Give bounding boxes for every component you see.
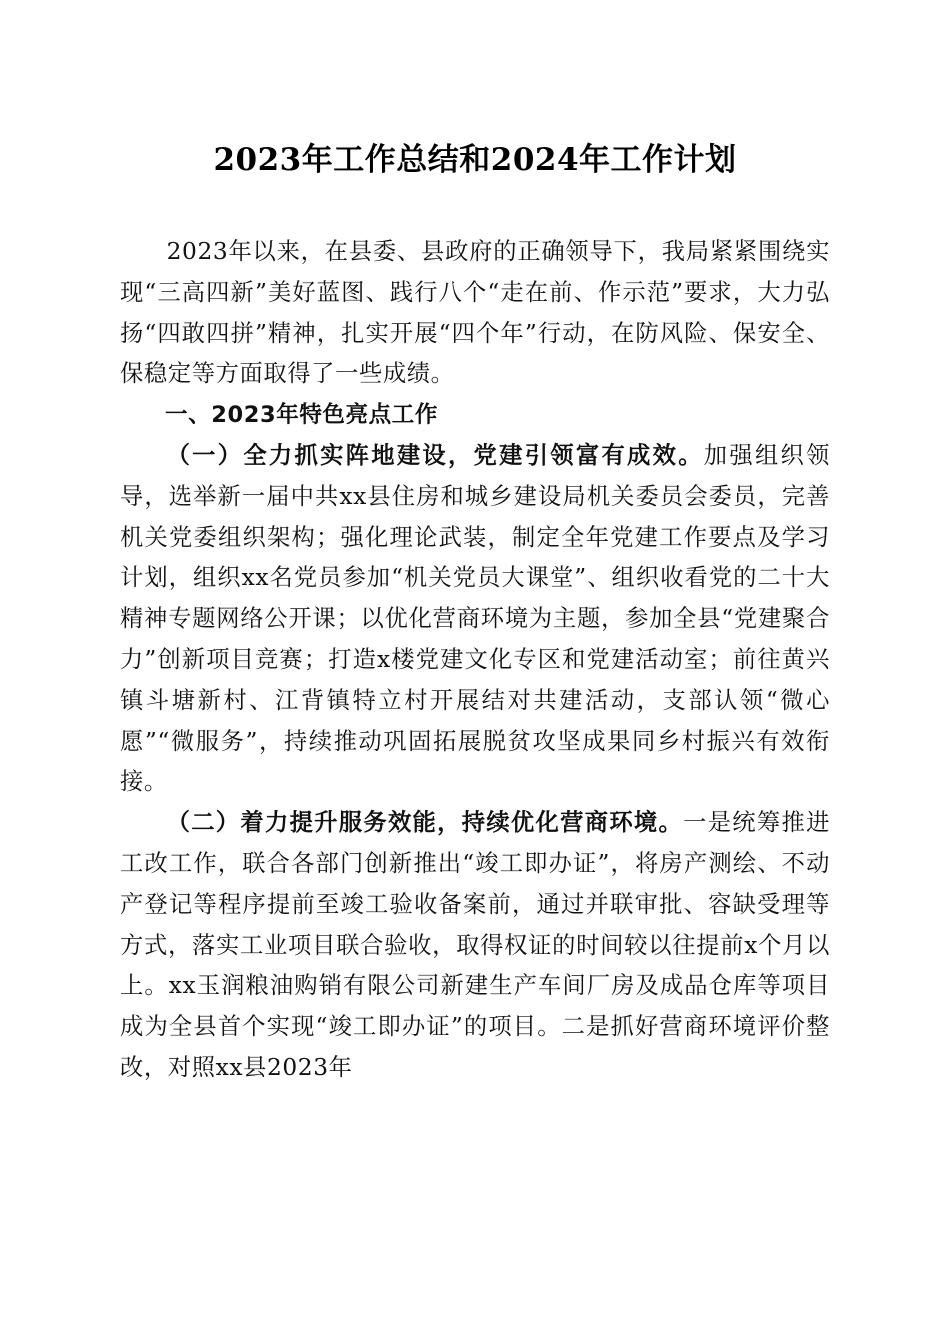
- document-body: [120, 232, 830, 1089]
- intro-paragraph: 2023年以来，在县委、县政府的正确领导下，我局紧紧围绕实现“三高四新”美好蓝图、践行八个“走在前、作示范”要求，大力弘扬“四敢四拼”精神，扎实开展“四个年”行动，在防风险、保安全、保稳定等方面取得了一些成绩。: [120, 238, 830, 388]
- document-title: 2023年工作总结和2024年工作计划: [213, 142, 737, 178]
- item-paragraph-1: [120, 436, 830, 803]
- item-lead-1: （一）全力抓实阵地建设，党建引领富有成效。: [166, 441, 704, 469]
- item-paragraph-2: [120, 803, 830, 1089]
- section-heading: 一、2023年特色亮点工作: [165, 402, 438, 429]
- item-body-2: 一是统筹推进工改工作，联合各部门创新推出“竣工即办证”，将房产测绘、不动产登记等程序提前至竣工验收备案前，通过并联审批、容缺受理等方式，落实工业项目联合验收，取得权证的时间较以往提前x个月以上。xx玉润粮油购销有限公司新建生产车间厂房及成品仓库等项目成为全县首个实现“竣工即办证”的项目。二是抓好营商环境评价整改，对照xx县2023年: [120, 809, 830, 1081]
- item-lead-2: （二）着力提升服务效能，持续优化营商环境。: [166, 809, 684, 837]
- item-body-1: 加强组织领导，选举新一届中共xx县住房和城乡建设局机关委员会委员，完善机关党委组织架构；强化理论武装，制定全年党建工作要点及学习计划，组织xx名党员参加“机关党员大课堂”、组织收看党的二十大精神专题网络公开课；以优化营商环境为主题，参加全县“党建聚合力”创新项目竞赛；打造x楼党建文化专区和党建活动室；前往黄兴镇斗塘新村、江背镇特立村开展结对共建活动，支部认领“微心愿”“微服务”，持续推动巩固拓展脱贫攻坚成果同乡村振兴有效衔接。: [120, 441, 830, 796]
